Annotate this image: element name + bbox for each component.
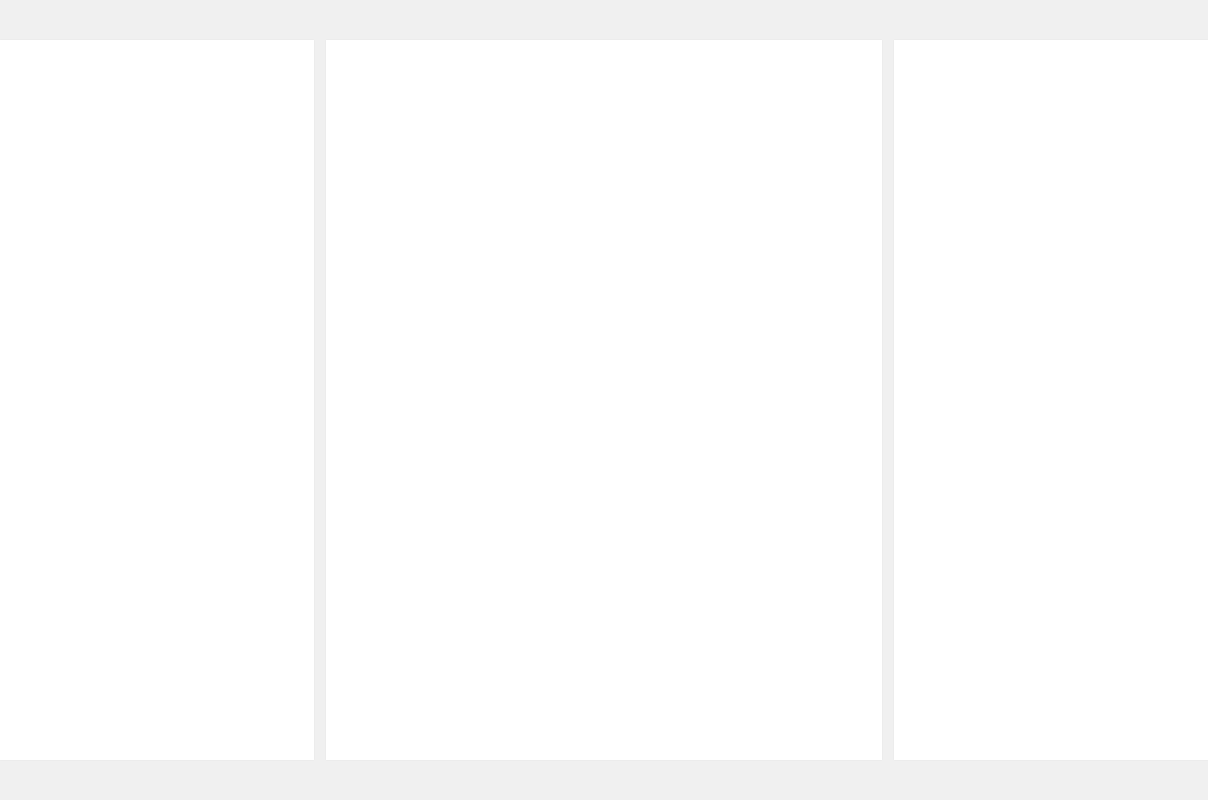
journal-page-right <box>894 40 1208 760</box>
journal-page-center <box>326 40 882 760</box>
journal-page-left <box>0 40 314 760</box>
